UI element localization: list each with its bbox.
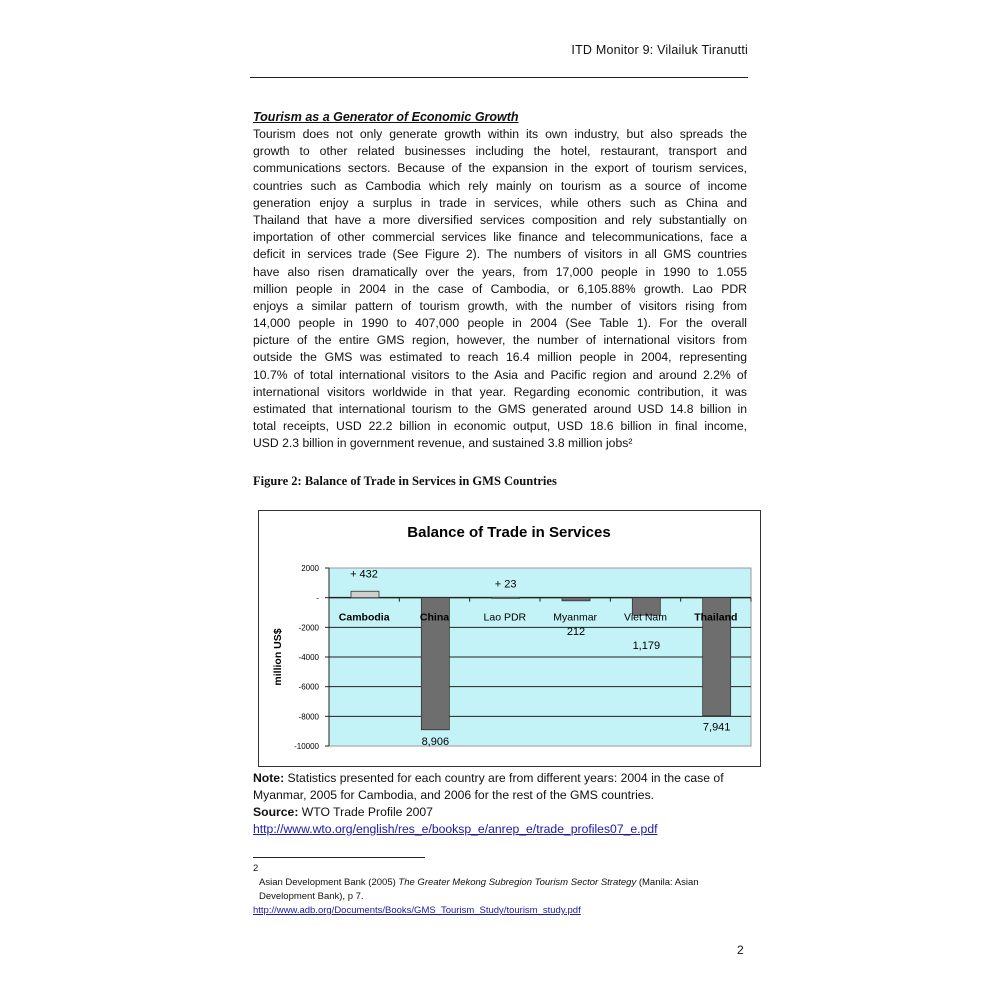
figure-note: [253, 770, 753, 838]
footnote-link[interactable]: http://www.adb.org/Documents/Books/GMS_Tourism_Study/tourism_study.pdf: [253, 905, 581, 916]
y-tick-label: -4000: [298, 653, 319, 662]
data-label: 8,906: [421, 735, 450, 748]
body-line: have also risen dramatically over the years, from 17,000 people in 1990 to 1.055: [253, 264, 747, 279]
body-line: million people in 2004 in the case of Cambodia, or 6,105.88% growth. Lao PDR: [253, 281, 747, 296]
source-text: WTO Trade Profile 2007: [298, 805, 433, 819]
footnote-title: The Greater Mekong Subregion Tourism Sector Strategy: [398, 877, 637, 888]
body-line: countries such as Cambodia which rely mainly on tourism as a source of income: [253, 178, 747, 193]
data-label: 1,179: [632, 640, 661, 653]
bar-cambodia: [351, 591, 379, 597]
figure-caption: Figure 2: Balance of Trade in Services in GMS Countries: [253, 474, 557, 488]
footnote-number: 2: [253, 863, 259, 874]
body-line: Tourism does not only generate growth within its own industry, but also spreads the: [253, 127, 747, 141]
page-number: 2: [737, 943, 744, 957]
section-heading: Tourism as a Generator of Economic Growth: [253, 110, 519, 124]
header-rule: [250, 77, 748, 78]
body-line: total receipts, USD 22.2 billion in economic output, USD 18.6 billion in final income,: [253, 419, 747, 434]
x-tick-label: Viet Nam: [624, 611, 667, 624]
bar-lao-pdr: [492, 597, 520, 598]
body-line: international visitors worldwide in that year. Regarding economic contribution, it was: [253, 384, 747, 399]
y-tick-label: -8000: [298, 712, 319, 722]
body-line: growth to other related businesses including the hotel, restaurant, transport and: [253, 144, 747, 159]
x-tick-label: Lao PDR: [483, 611, 527, 624]
data-label: 7,941: [702, 721, 731, 734]
running-header: ITD Monitor 9: Vilailuk Tiranutti: [571, 43, 748, 57]
y-tick-label: -: [316, 593, 319, 603]
y-tick-label: 2000: [301, 564, 319, 573]
body-line: estimated that international tourism to the GMS generated around USD 14.8 billion in: [253, 402, 747, 416]
body-line: 14,000 people in 1990 to 407,000 people in 2004 (See Table 1). For the overall: [253, 316, 747, 331]
bar-chart: [259, 511, 760, 766]
data-label: + 23: [494, 578, 517, 591]
data-label: + 432: [350, 568, 378, 581]
x-tick-label: Myanmar: [553, 611, 598, 624]
x-tick-label: Thailand: [694, 611, 738, 624]
bar-myanmar: [562, 598, 590, 601]
body-line: outside the GMS was estimated to reach 16.4 million people in 2004, representing: [253, 350, 747, 365]
note-text: Statistics presented for each country are from different years: 2004 in the case of Myanmar, 2005 for Cambodia, and 2006 for the rest of the GMS countries.: [253, 771, 724, 802]
body-line: generation enjoy a surplus in trade in services, while others such as China and: [253, 195, 747, 210]
y-tick-label: -6000: [298, 682, 319, 692]
footnote-text-end: (Manila: Asian Development Bank), p 7.: [259, 877, 699, 902]
y-tick-label: -2000: [298, 623, 319, 633]
data-label: 212: [566, 625, 586, 638]
body-line: deficit in services trade (See Figure 2). The numbers of visitors in all GMS countries: [253, 247, 747, 262]
body-line: communications sectors. Because of the expansion in the export of tourism services,: [253, 161, 747, 176]
body-line: picture of the entire GMS region, however, the number of international visitors from: [253, 333, 747, 348]
chart-frame: [258, 510, 761, 767]
x-tick-label: Cambodia: [338, 611, 390, 624]
x-tick-label: China: [419, 611, 450, 624]
body-text: [253, 126, 747, 453]
body-line: importation of other commercial services like finance and telecommunications, face a: [253, 230, 747, 245]
footnote-rule: [253, 857, 425, 858]
chart-title: Balance of Trade in Services: [407, 524, 611, 541]
body-line: 10.7% of total international visitors to the Asia and Pacific region and around 2.2% of: [253, 367, 747, 382]
footnote: [253, 862, 753, 918]
body-line: Thailand that have a more diversified services composition and rely substantially on: [253, 212, 747, 227]
footnote-text: Asian Development Bank (2005): [259, 877, 399, 888]
y-axis-label: million US$: [272, 628, 284, 686]
body-line: enjoys a similar pattern of tourism growth, with the number of visitors rising from: [253, 298, 747, 313]
body-line: USD 2.3 billion in government revenue, and sustained 3.8 million jobs²: [253, 436, 633, 451]
source-link[interactable]: http://www.wto.org/english/res_e/booksp_e/anrep_e/trade_profiles07_e.pdf: [253, 822, 658, 836]
note-label: Note:: [253, 771, 285, 785]
y-tick-label: -10000: [294, 742, 319, 751]
source-label: Source:: [253, 805, 299, 819]
